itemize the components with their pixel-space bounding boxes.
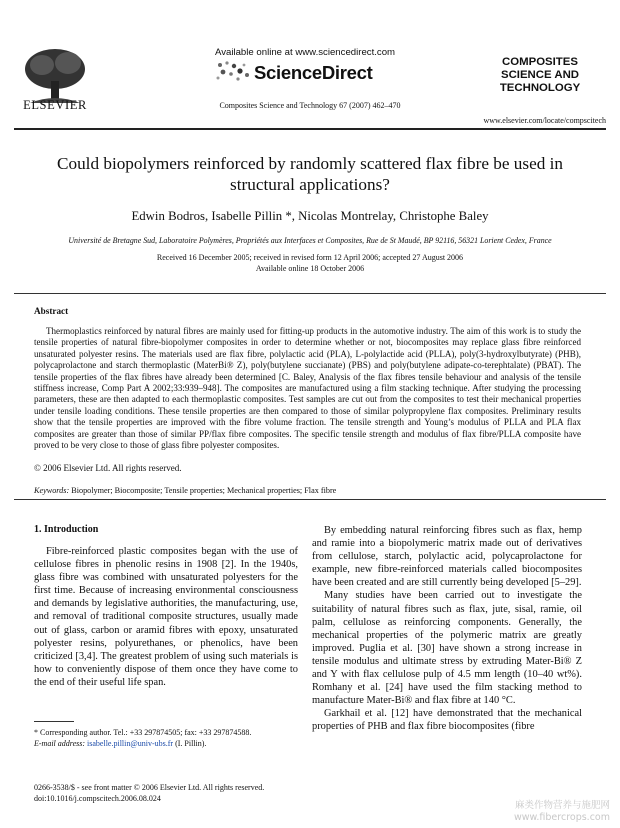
- email-suffix: (I. Pillin).: [175, 739, 207, 748]
- right-column: [312, 524, 582, 734]
- received-dates: Received 16 December 2005; received in revised form 12 April 2006; accepted 27 August 2006: [156, 253, 464, 262]
- elsevier-wordmark: ELSEVIER: [23, 98, 87, 112]
- article-history: [60, 253, 560, 274]
- abstract-bottom-divider: [14, 499, 606, 500]
- left-column: [34, 545, 298, 689]
- footnote-email-line: [34, 738, 304, 749]
- watermark-line: www.fibercrops.com: [513, 812, 610, 823]
- journal-title-line: TECHNOLOGY: [499, 81, 581, 94]
- abstract-copyright: © 2006 Elsevier Ltd. All rights reserved.: [34, 463, 182, 473]
- journal-title-line: COMPOSITES: [502, 56, 578, 68]
- journal-url[interactable]: www.elsevier.com/locate/compscitech: [483, 116, 606, 125]
- footnote-contact: * Corresponding author. Tel.: +33 297874505; fax: +33 297874588.: [34, 728, 252, 737]
- doi-line[interactable]: doi:10.1016/j.compscitech.2006.08.024: [34, 794, 161, 803]
- section-heading-introduction: 1. Introduction: [34, 524, 99, 535]
- abstract-top-divider: [14, 293, 606, 294]
- corresponding-author-footnote: [34, 727, 304, 749]
- keywords-text: Biopolymer; Biocomposite; Tensile properties; Mechanical properties; Flax fibre: [69, 486, 337, 495]
- journal-title: [480, 56, 600, 94]
- journal-title-line: SCIENCE AND: [500, 68, 580, 81]
- body-paragraph: Fibre-reinforced plastic composites began with the use of cellulose fibres in phenolic resins in 1908 [2]. In the 1940s, glass fibre was combined with unsaturated polyesters for the first time. Because of increasing environmental consciousness and demands by legislative authorities, the manufacturing, use, and removal of traditional composite structures, usually made out of glass, carbon or aramid fibres with epoxy, unsaturated polyester resins, polyurethanes, or phenolics, have been criticized [3,4]. The greatest problem of using such materials is how to conveniently dispose of them once they have come to the end of their useful life span.: [34, 546, 298, 688]
- journal-citation: Composites Science and Technology 67 (2007) 462–470: [219, 101, 401, 110]
- keywords: [34, 486, 594, 495]
- email-label: E-mail address:: [34, 739, 86, 748]
- watermark-line: 麻类作物营养与施肥网: [514, 800, 610, 811]
- author-email-link[interactable]: isabelle.pillin@univ-ubs.fr: [87, 739, 174, 748]
- front-matter: [34, 782, 334, 804]
- issn-line: 0266-3538/$ - see front matter © 2006 Elsevier Ltd. All rights reserved.: [34, 783, 265, 792]
- header-divider: [14, 128, 606, 130]
- keywords-label: Keywords:: [34, 486, 70, 495]
- paper-title: Could biopolymers reinforced by randomly scattered flax fibre be used in structural applications?: [57, 154, 563, 194]
- site-watermark: [440, 800, 610, 824]
- author-affiliation: Université de Bretagne Sud, Laboratoire Polymères, Propriétés aux Interfaces et Composites, Rue de St Maudé, BP 92116, 56321 Lorient Cedex, France: [68, 236, 552, 245]
- author-list: Edwin Bodros, Isabelle Pillin *, Nicolas Montrelay, Christophe Baley: [131, 209, 489, 223]
- available-online-text: Available online at www.sciencedirect.com: [214, 47, 396, 58]
- available-online-date: Available online 18 October 2006: [255, 263, 365, 273]
- body-paragraph: By embedding natural reinforcing fibres such as flax, hemp and ramie into a biopolymeric matrix made out of derivatives from cellulose, starch, polylactic acid, polycaprolactone for example, new fibre-reinforced materials called biocomposites have been created and are still currently being developed [5–29].: [312, 525, 582, 589]
- body-paragraph: Many studies have been carried out to investigate the suitability of natural fibres such as flax, jute, sisal, ramie, oil palm, cellulose as reinforcing components. Generally, the mechanical properties of the polymeric matrix are greatly improved. Puglia et al. [30] have shown a strong increase in tensile modulus and ultimate stress by extruding Mater-Bi® Z and Y with flax cellulose pulp of 4.5 mm length (10–40 wt%). Romhany et al. [24] have used the film stacking method to manufacture Mater-Bi® and flax fibre at 140 °C.: [312, 590, 582, 707]
- footnote-divider: [34, 721, 74, 722]
- sciencedirect-wordmark: ScienceDirect: [254, 62, 373, 83]
- abstract-body: Thermoplastics reinforced by natural fibres are mainly used for fitting-up products in the automotive industry. The aim of this work is to study the tensile properties of natural fibre-biopolymer composites in order to determine whether or not, biocomposites may replace glass fibre reinforced unsaturated polyester resins. The materials used are flax fibre, polylactic acid (PLA), L-polylactide acid (PLLA), poly(3-hydroxylbutyrate) (PHB), polycaprolactone and starch thermoplastic (MaterBi® Z), poly(butylene succianate) (PBS) and poly(butylene adipate-co-terephtalate) (PBAT). The tensile properties of the flax fibres have already been determined [C. Baley, Analysis of the flax fibres tensile behaviour and analysis of the tensile stiffness increase, Comp Part A 2002;33:939–948]. The composites are manufactured using a film stacking technique. After studying the processing parameters, these are then adapted to each thermoplastic composites. Test samples are cut out from the composites to test their mechanical properties under tensile loading conditions. These tensile properties are then compared to those of similar polypropylene flax composites. Preliminary results show that the tensile properties are improved with the fibre volume fraction. The tensile strength and Young’s modulus of PLLA and PLA flax composites are greater than those of similar PP/flax fibre composites. The specific tensile strength and modulus of flax fibre/PLLA composite have proved to be very close to those of glass fibre polyester composites.: [34, 326, 581, 451]
- body-paragraph: Garkhail et al. [12] have demonstrated that the mechanical properties of PHB and flax fibre biocomposites (fibre: [312, 708, 582, 733]
- abstract-heading: Abstract: [34, 306, 69, 316]
- sciencedirect-dots-icon: [214, 60, 256, 82]
